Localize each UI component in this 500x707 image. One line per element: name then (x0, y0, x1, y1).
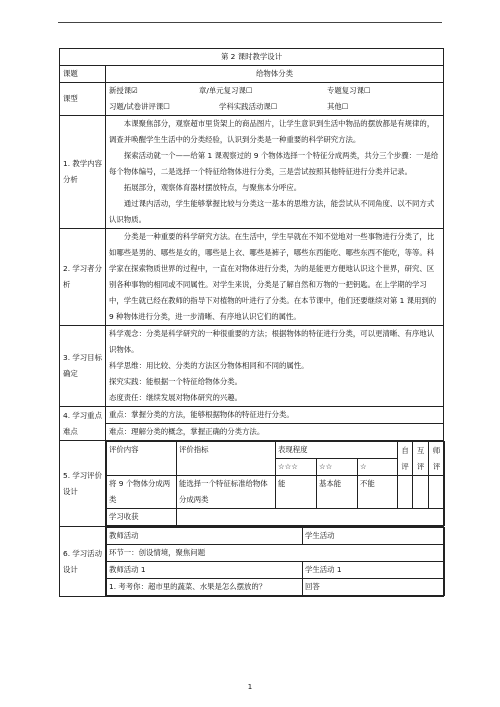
learning-gain-label: 学习收获 (107, 509, 177, 526)
eval-content: 将 9 个物体分成两类 (107, 476, 177, 509)
objectives-row (60, 326, 444, 407)
student-activity-header: 学生活动 (303, 528, 445, 545)
key-point-focus: 重点：掌握分类的方法，能够根据物体的特征进行分类。 (106, 407, 444, 424)
lesson-type-options (106, 83, 444, 116)
learner-analysis-label: 2. 学习者分析 (60, 229, 106, 326)
content-analysis-row (60, 116, 444, 229)
evaluation-label: 5. 学习评价设计 (60, 441, 106, 527)
eval-indicator: 能选择一个特征标准给物体分成两类 (177, 476, 276, 509)
learning-gain-cell (177, 509, 445, 526)
option-exercise-review: 习题/试卷讲评课☐ (109, 102, 170, 111)
lesson-type-row (60, 83, 444, 116)
key-points-row-focus (60, 407, 444, 424)
eval-level-mostly: 基本能 (317, 476, 358, 509)
teacher-activity-1-title: 教师活动 1 (107, 562, 303, 579)
learner-analysis-text (106, 229, 444, 326)
objective-line: 科学思维：用比较、分类的方法区分物体相同和不同的属性。 (109, 361, 309, 370)
eval-level-can: 能 (276, 476, 317, 509)
stars-2: ☆☆ (317, 459, 358, 476)
content-paragraph: 本课聚焦部分，观察超市里货架上的商品图片，让学生意识到生活中物品的摆放都是有规律的，调查并唤醒学生生活中的分类经验，认识到分类是一种重要的科学研究方法。 (109, 119, 435, 144)
content-analysis-label: 1. 教学内容分析 (60, 116, 106, 229)
option-new-lesson: 新授课☑ (109, 86, 138, 95)
option-unit-review: 章/单元复习课☐ (199, 86, 253, 95)
eval-self-cell (398, 476, 413, 509)
option-practice-lesson: 学科实践活动课☐ (219, 102, 278, 111)
learner-paragraph: 分类是一种重要的科学研究方法。在生活中，学生早就在不知不觉地对一些事物进行分类了，比如哪些是男的、哪些是女的，哪些是上衣、哪些是裤子，哪些东西能吃、哪些东西不能吃，等等。科学家在探索物质世界的过程中，一直在对物体进行分类，为的是能更方便地认识这个世界，研究、区别各种事物的相同或不同属性。对学生来说，分类是了解自然和万物的一把钥匙。在上学期的学习中，学生就已经在教师的指导下对植物的叶进行了分类。在本节课中，他们还要继续对第 1 课用到的 9 种物体进行分类，进一步清晰、有序地认识它们的属性。 (109, 232, 437, 321)
stars-1: ☆ (358, 459, 398, 476)
activities-label: 6. 学习活动设计 (60, 527, 106, 597)
eval-level-cannot: 不能 (358, 476, 398, 509)
page-number: 1 (247, 683, 253, 691)
objective-line: 态度责任：继续发展对物体研究的兴趣。 (109, 393, 243, 402)
objective-line: 科学观念：分类是科学研究的一种很重要的方法；根据物体的特征进行分类，可以更清晰、有序地认识物体。 (109, 329, 435, 354)
content-analysis-text (106, 116, 444, 229)
activities-table (106, 527, 445, 596)
content-paragraph: 拓展部分，观察体育器材摆放特点，与聚焦本分呼应。 (123, 183, 302, 192)
key-points-row-difficulty (60, 424, 444, 441)
learner-analysis-row (60, 229, 444, 326)
eval-header-content: 评价内容 (107, 442, 177, 476)
option-other: 其他☐ (327, 102, 349, 111)
objective-line: 探究实践：能根据一个特征给物体分类。 (109, 377, 243, 386)
lesson-plan-table (59, 48, 444, 597)
topic-row (60, 66, 444, 83)
teacher-activity-header: 教师活动 (107, 528, 303, 545)
key-points-label: 4. 学习重点难点 (60, 407, 106, 441)
objectives-text (106, 326, 444, 407)
segment-title: 环节一：创设情境，聚焦问题 (107, 545, 445, 562)
eval-header-mutual: 互评 (413, 442, 429, 476)
eval-teacher-cell (429, 476, 445, 509)
activities-row (60, 527, 444, 597)
eval-header-teacher: 师评 (429, 442, 445, 476)
lesson-type-label: 课型 (60, 83, 106, 116)
evaluation-row (60, 441, 444, 527)
eval-header-self: 自评 (398, 442, 413, 476)
topic-value: 给物体分类 (106, 66, 444, 83)
doc-title: 第 2 课时教学设计 (60, 49, 444, 66)
objectives-label: 3. 学习目标确定 (60, 326, 106, 407)
option-topic-review: 专题复习课☐ (327, 86, 371, 95)
key-point-difficulty: 难点：理解分类的概念，掌握正确的分类方法。 (106, 424, 444, 441)
teacher-activity-1-text: 1. 考考你：超市里的蔬菜、水果是怎么摆放的？ (107, 579, 303, 596)
stars-3: ☆☆☆ (276, 459, 317, 476)
content-paragraph: 探索活动就一个——给第 1 课观察过的 9 个物体选择一个特征分成两类，共分三个步骤：一是给每个物体编号，二是选择一个特征给物体进行分类，三是尝试按照其他特征进行分类并记录。 (109, 151, 439, 176)
content-paragraph: 通过课内活动，学生能够掌握比较与分类这一基本的思维方法，能尝试从不同角度、以不同方式认识物质。 (109, 199, 435, 224)
evaluation-table (106, 441, 445, 526)
header-rule (58, 22, 442, 23)
eval-mutual-cell (413, 476, 429, 509)
student-activity-1-text: 回答 (303, 579, 445, 596)
student-activity-1-title: 学生活动 1 (303, 562, 445, 579)
topic-label: 课题 (60, 66, 106, 83)
eval-header-indicator: 评价指标 (177, 442, 276, 476)
eval-header-level: 表现程度 (276, 442, 398, 459)
title-row (60, 49, 444, 66)
